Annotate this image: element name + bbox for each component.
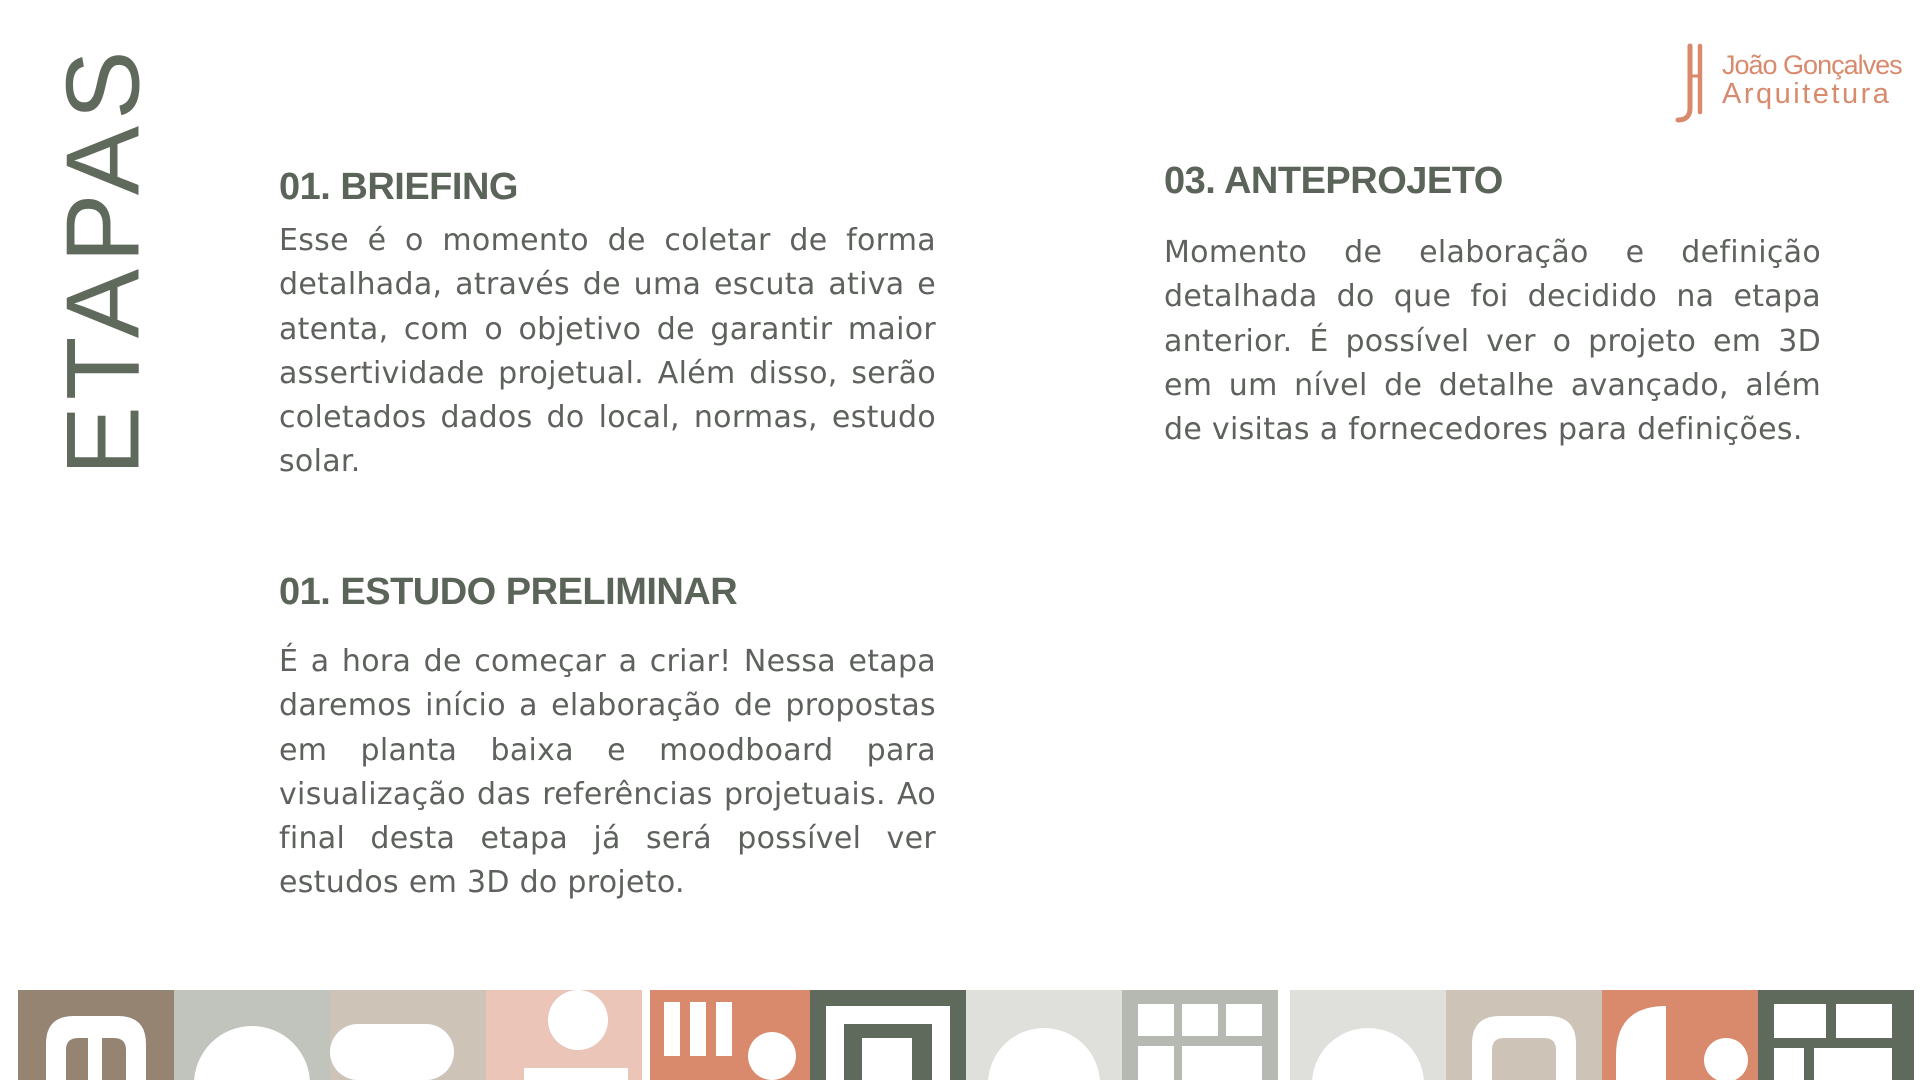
- tile-green-squares: [1758, 990, 1914, 1080]
- logo-subtitle: Arquitetura: [1722, 78, 1892, 110]
- etapas-vertical-title: [45, 44, 162, 476]
- etapas-title-text: ETAPAS: [45, 44, 162, 476]
- tile-pink-dot: [486, 990, 642, 1080]
- tile-brown-arches: [18, 990, 174, 1080]
- tile-lightgray-circle-2: [1290, 990, 1446, 1080]
- logo: [1672, 42, 1902, 126]
- tile-terracotta-grid: [650, 990, 810, 1080]
- tile-gray-circle: [174, 990, 330, 1080]
- tile-beige-bar: [330, 990, 486, 1080]
- section-estudo-preliminar-text: É a hora de começar a criar! Nessa etapa daremos início a elaboração de propostas em planta baixa e moodboard para visualização das referências projetuais. Ao final desta etapa já será possível ver estudos em 3D do projeto.: [279, 644, 936, 901]
- tile-terracotta-quarter: [1602, 990, 1758, 1080]
- section-briefing-title: 01. BRIEFING: [279, 166, 518, 208]
- tile-gray-squares: [1122, 990, 1278, 1080]
- tile-beige-arches: [1446, 990, 1602, 1080]
- section-anteprojeto: [1164, 160, 1821, 452]
- logo-name: João Gonçalves: [1722, 50, 1902, 80]
- section-briefing-text: Esse é o momento de coletar de forma detalhada, através de uma escuta ativa e atenta, com o objetivo de garantir maior assertividade projetual. Além disso, serão coletados dados do local, normas, estudo solar.: [279, 223, 936, 480]
- section-estudo-preliminar-title: 01. ESTUDO PRELIMINAR: [279, 571, 738, 613]
- section-anteprojeto-title: 03. ANTEPROJETO: [1164, 160, 1503, 202]
- section-estudo-preliminar: [279, 571, 936, 906]
- tile-lightgray-circle: [966, 990, 1122, 1080]
- section-anteprojeto-text: Momento de elaboração e definição detalhada do que foi decidido na etapa anterior. É possível ver o projeto em 3D em um nível de detalhe avançado, além de visitas a fornecedores para definições.: [1164, 235, 1821, 448]
- decorative-tile-pattern: [0, 986, 1920, 1080]
- tile-green-frame: [810, 990, 966, 1080]
- section-briefing: [279, 166, 936, 485]
- logo-mark-icon: [1672, 42, 1712, 124]
